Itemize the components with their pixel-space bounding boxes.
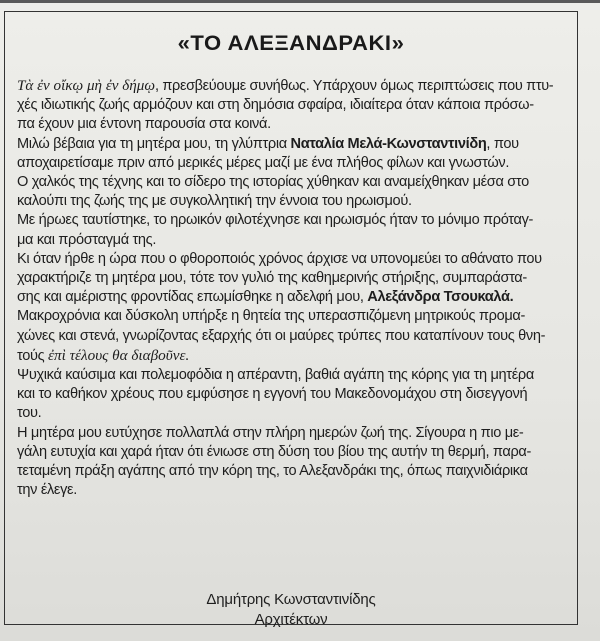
paragraph-1 bbox=[17, 76, 553, 135]
text-line: Ο χαλκός της τέχνης και το σίδερο της ιστορίας χύθηκαν και αναμείχθηκαν μέσα στο bbox=[17, 174, 529, 191]
article-body bbox=[17, 76, 553, 500]
paragraph-2 bbox=[17, 135, 553, 173]
text-line bbox=[17, 346, 553, 366]
italic-phrase: Τὰ ἐν οἴκῳ μὴ ἐν δήμῳ bbox=[17, 77, 156, 94]
article-frame bbox=[4, 11, 578, 628]
text-span: , πρεσβεύουμε συνήθως. Υπάρχουν όμως περιπτώσεις που πτυ- bbox=[155, 78, 554, 94]
author-title: Αρχιτέκτων bbox=[254, 611, 328, 628]
text-line: χαρακτήριζε τη μητέρα μου, τότε τον γυλιό της καθημερινής στήριξης, συμπαράστα- bbox=[17, 270, 527, 287]
paragraph-7 bbox=[17, 366, 553, 424]
paragraph-4 bbox=[17, 211, 553, 249]
text-line: χές ιδιωτικής ζωής αρμόζουν και στη δημόσια σφαίρα, ιδιαίτερα όταν κάποια πρόσω- bbox=[17, 97, 534, 114]
paragraph-3 bbox=[17, 173, 553, 211]
signature-block bbox=[5, 590, 577, 630]
text-span: Μιλώ βέβαια για τη μητέρα μου, τη γλύπτρια bbox=[17, 135, 291, 152]
text-span: , που bbox=[486, 135, 519, 152]
italic-phrase: ἐπὶ τέλους θα διαβοῦνε. bbox=[48, 346, 190, 364]
author-name: Δημήτρης Κωνσταντινίδης bbox=[206, 591, 376, 608]
text-line: την έλεγε. bbox=[17, 482, 77, 499]
text-line: μα και πρόσταγμά της. bbox=[17, 231, 157, 248]
paragraph-6 bbox=[17, 307, 553, 366]
paragraph-5 bbox=[17, 250, 553, 308]
text-line bbox=[17, 288, 553, 307]
text-line: πα έχουν μια έντονη παρουσία στα κοινά. bbox=[17, 116, 271, 133]
text-line: γάλη ευτυχία και χαρά ήταν ότι ένιωσε στη δύση του βίου της αυτήν τη θερμή, παρα- bbox=[17, 443, 532, 460]
text-line bbox=[17, 135, 553, 154]
text-span: τούς bbox=[17, 347, 48, 364]
text-line: χώνες και στενά, γνωρίζοντας εξαρχής ότι οι μαύρες τρύπες που καταπίνουν τους θνη- bbox=[17, 327, 546, 344]
bold-name: Αλεξάνδρα Τσουκαλά. bbox=[367, 289, 514, 306]
text-line: καλούπι της ζωής της με συγκολλητική την έννοια του ηρωισμού. bbox=[17, 193, 412, 210]
text-line: αποχαιρετίσαμε πριν από μερικές μέρες μαζί με ένα πλήθος φίλων και γνωστών. bbox=[17, 154, 510, 171]
text-line: Η μητέρα μου ευτύχησε πολλαπλά στην πλήρη ημερών ζωή της. Σίγουρα η πιο με- bbox=[17, 424, 524, 441]
text-line: του. bbox=[17, 405, 42, 422]
paragraph-8 bbox=[17, 424, 553, 501]
text-line bbox=[17, 76, 553, 96]
text-line: και το καθήκον χρέους που εμφύσησε η εγγονή του Μακεδονομάχου στη δισεγγονή bbox=[17, 386, 528, 403]
text-line: Ψυχικά καύσιμα και πολεμοφόδια η απέραντη, βαθιά αγάπη της κόρης για τη μητέρα bbox=[17, 367, 534, 384]
text-line: Μακροχρόνια και δύσκολη υπήρξε η θητεία της υπερασπιζόμενη μητρικούς προμα- bbox=[17, 308, 526, 325]
text-line: Κι όταν ήρθε η ώρα που ο φθοροποιός χρόνος άρχισε να υπονομεύει το αθάνατο που bbox=[17, 250, 542, 267]
text-span: σης και αμέριστης φροντίδας επωμίσθηκε η αδελφή μου, bbox=[17, 289, 368, 306]
text-line: τεταμένη πράξη αγάπης από την κόρη της, το Αλεξανδράκι της, όπως παιχνιδιάρικα bbox=[17, 463, 528, 480]
text-line: Με ήρωες ταυτίστηκε, το ηρωικόν φιλοτέχνησε και ηρωισμός ήταν το μόνιμο πρόταγ- bbox=[17, 212, 534, 229]
article-title: «ΤΟ ΑΛΕΞΑΝΔΡΑΚΙ» bbox=[177, 32, 405, 55]
bold-name: Ναταλία Μελά-Κωνσταντινίδη bbox=[290, 135, 487, 152]
